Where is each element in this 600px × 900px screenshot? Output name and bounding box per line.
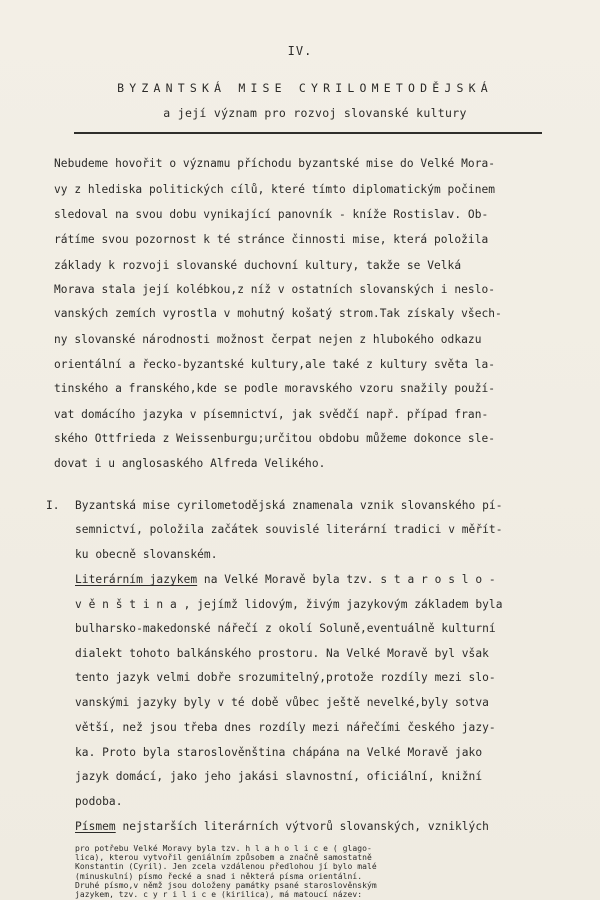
text-line: větší, než jsou třeba dnes rozdíly mezi nářečími českého jazy- [75,721,496,734]
text-line: jazykem, tzv. c y r i l i c e (kirilica), má matoucí název: [75,890,363,899]
text-line: základy k rozvoji slovanské duchovní kultury, takže se Velká [54,259,462,272]
term-literary-language: Literárním jazykem [75,573,198,586]
title-divider [74,132,542,134]
text-line: orientální a řecko-byzantské kultury,ale také z kultury světa la- [54,358,496,371]
text-line: rátíme svou pozornost k té stránce činnosti mise, která položila [54,233,489,246]
text-line: vanských zemích vyrostla v mohutný košatý strom.Tak získaly všech- [54,307,502,320]
document-subtitle: a její význam pro rozvoj slovanské kultury [163,106,467,120]
text-line: Nebudeme hovořit o významu příchodu byzantské mise do Velké Mora- [54,157,496,170]
document-title: BYZANTSKÁ MISE CYRILOMETODĚJSKÁ [117,81,493,95]
text-line: jazyk domácí, jako jeho jakási slavnostní, oficiální, knižní [75,770,483,783]
section-marker: I. [46,499,60,512]
text-line [75,573,496,587]
text-line: ny slovanské národnosti možnost čerpat nejen z hlubokého odkazu [54,333,482,346]
text-line: dovat i u anglosaského Alfreda Velikého. [54,457,326,470]
text-line: ského Ottfrieda z Weissenburgu;určitou obdobu můžeme dokonce sle- [54,432,496,445]
text-line: tento jazyk velmi dobře srozumitelný,protože rozdíly mezi slo- [75,671,496,684]
text-line: Konstantin (Cyril). Jen zcela vzdálenou předlohou jí bylo malé [75,862,377,872]
text-line: semnictví, položila začátek souvislé literární tradici v měřít- [75,523,503,536]
text-line: Druhé písmo,v němž jsou doloženy památky psané staroslověnským [75,880,377,890]
text-line [75,820,489,834]
text-line: pro potřebu Velké Moravy byla tzv. h l a h o l i c e ( glago- [75,844,372,853]
text-fragment: nejstarších literárních výtvorů slovanských, vzniklých [115,820,489,833]
text-line: sledoval na svou dobu vynikající panovník - kníže Rostislav. Ob- [54,208,489,221]
text-line: Byzantská mise cyrilometodějská znamenala vznik slovanského pí- [75,499,503,512]
text-line: vat domácího jazyka v písemnictví, jak svědčí např. případ fran- [54,408,489,421]
term-script: Písmem [75,820,116,833]
text-line: vanskými jazyky byly v té době vůbec ještě nevelké,byly sotva [75,696,489,709]
text-line: dialekt tohoto balkánského prostoru. Na Velké Moravě byl však [75,647,489,660]
text-line: (minuskulní) písmo řecké a snad i některá písma orientální. [75,871,363,881]
text-line: ku obecně slovanském. [75,548,218,561]
chapter-number: IV. [287,44,313,58]
text-line: vy z hlediska politických cílů, které tímto diplomatickým počinem [54,183,496,196]
text-line: lica), kterou vytvořil geniálním způsobem a značně samostatně [75,853,372,863]
text-line: podoba. [75,795,123,808]
text-line: ka. Proto byla staroslověnština chápána na Velké Moravě jako [75,746,483,759]
text-fragment: na Velké Moravě byla tzv. s t a r o s l o - [197,573,496,586]
text-line: v ě n š t i n a , jejímž lidovým, živým jazykovým základem byla [75,598,503,611]
text-line: bulharsko-makedonské nářečí z okolí Soluně,eventuálně kulturní [75,622,496,635]
text-line: tinského a franského,kde se podle moravského vzoru snažily použí- [54,382,496,395]
text-line: Morava stala její kolébkou,z níž v ostatních slovanských i neslo- [54,283,496,296]
